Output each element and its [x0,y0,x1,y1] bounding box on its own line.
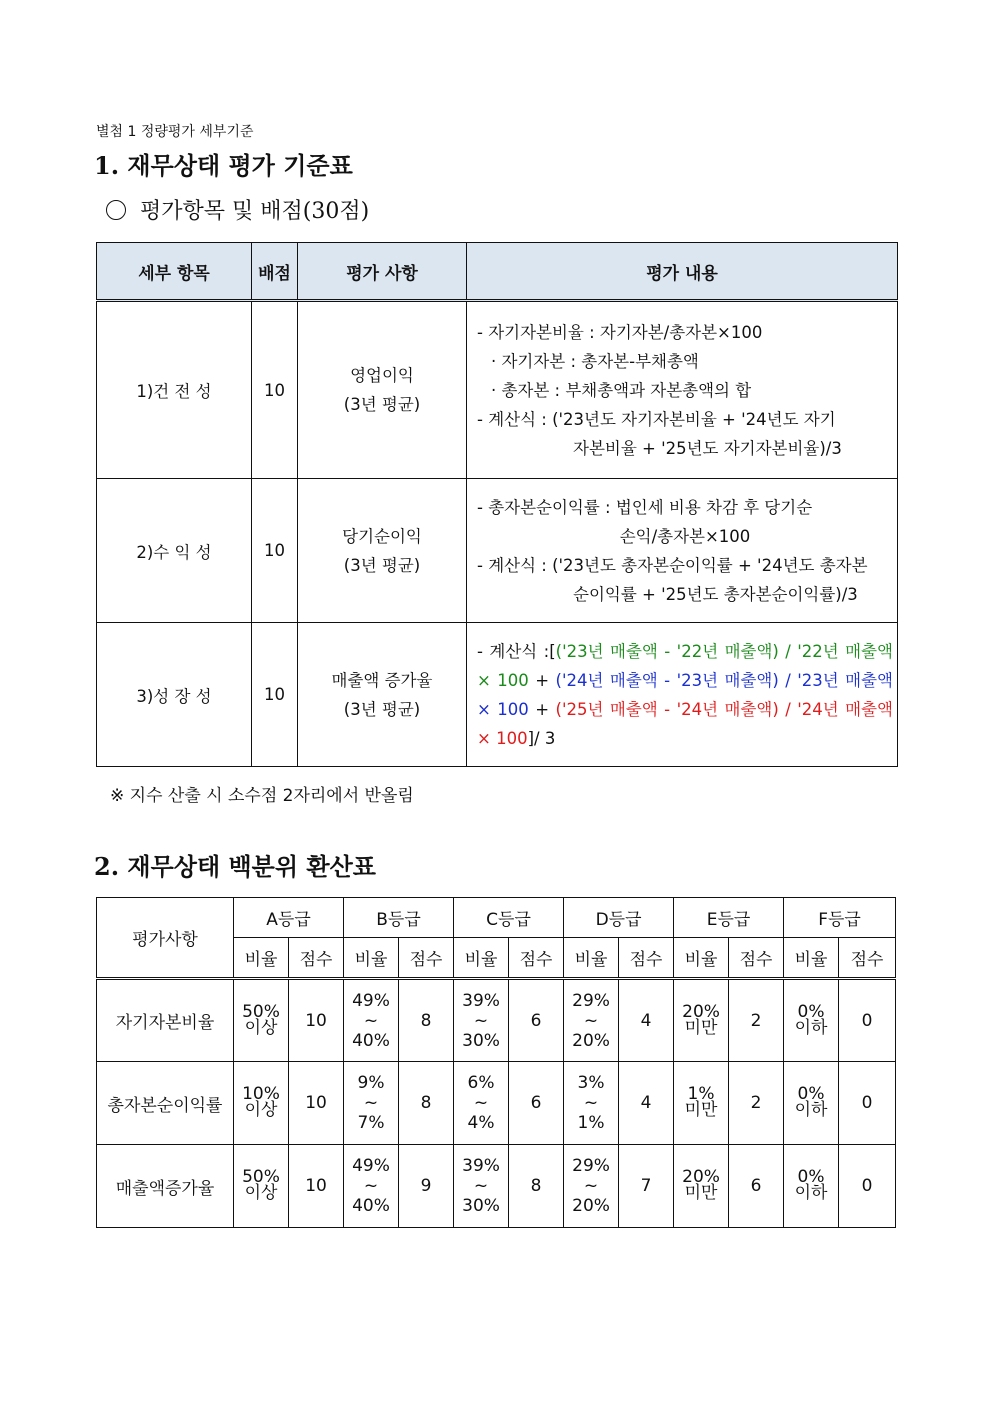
header-criteria: 평가 사항 [298,243,467,301]
row-criteria: 매출액 증가율 (3년 평균) [298,623,467,767]
score-cell: 0 [839,979,896,1062]
attachment-label: 별첨 1 정량평가 세부기준 [96,124,254,140]
row-score: 10 [252,623,298,767]
ratio-cell: 39% ~ 30% [454,979,509,1062]
section1-title: 1. 재무상태 평가 기준표 [94,151,353,180]
ratio-cell: 0% 이하 [784,1145,839,1228]
score-cell: 6 [509,979,564,1062]
formula-2023: ('23년 매출액 - '22년 매출액) / '22년 매출액 × 100 [477,641,893,690]
section2-title: 2. 재무상태 백분위 환산표 [94,852,376,881]
score-cell: 8 [399,979,454,1062]
ratio-cell: 50% 이상 [234,1145,289,1228]
table-row [97,479,898,623]
score-cell: 10 [289,1145,344,1228]
row-item: 1)건 전 성 [97,301,252,479]
score-header: 점수 [729,938,784,979]
header-item: 세부 항목 [97,243,252,301]
score-header: 점수 [399,938,454,979]
grade-f: F등급 [784,898,896,938]
score-cell: 9 [399,1145,454,1228]
ratio-cell: 50% 이상 [234,979,289,1062]
grade-d: D등급 [564,898,674,938]
score-cell: 2 [729,1062,784,1145]
grade-e: E등급 [674,898,784,938]
score-cell: 0 [839,1145,896,1228]
ratio-cell: 29% ~ 20% [564,979,619,1062]
circle-bullet-icon [106,200,126,220]
score-cell: 8 [399,1062,454,1145]
score-cell: 0 [839,1062,896,1145]
table-row [97,1062,896,1145]
row-label: 매출액증가율 [97,1145,234,1228]
score-header: 점수 [509,938,564,979]
score-cell: 6 [729,1145,784,1228]
grade-a: A등급 [234,898,344,938]
score-cell: 6 [509,1062,564,1145]
score-header: 점수 [289,938,344,979]
formula-2025: ('25년 매출액 - '24년 매출액) / '24년 매출액 × 100 [477,699,893,748]
score-cell: 2 [729,979,784,1062]
ratio-cell: 3% ~ 1% [564,1062,619,1145]
row-item: 2)수 익 성 [97,479,252,623]
score-cell: 7 [619,1145,674,1228]
score-header: 점수 [839,938,896,979]
score-cell: 8 [509,1145,564,1228]
row-criteria: 영업이익 (3년 평균) [298,301,467,479]
ratio-cell: 29% ~ 20% [564,1145,619,1228]
rounding-note: ※ 지수 산출 시 소수점 2자리에서 반올림 [110,786,414,806]
row-label: 총자본순이익률 [97,1062,234,1145]
row-score: 10 [252,479,298,623]
header-label: 평가사항 [97,898,234,979]
grade-b: B등급 [344,898,454,938]
table-row [97,1145,896,1228]
row-criteria: 당기순이익 (3년 평균) [298,479,467,623]
ratio-header: 비율 [234,938,289,979]
subtitle-text: 평가항목 및 배점(30점) [140,199,370,224]
ratio-cell: 20% 미만 [674,979,729,1062]
percentile-conversion-table [96,897,896,1228]
ratio-header: 비율 [674,938,729,979]
evaluation-criteria-table [96,242,898,767]
formula-2024: ('24년 매출액 - '23년 매출액) / '23년 매출액 × 100 [477,670,893,719]
ratio-cell: 49% ~ 40% [344,979,399,1062]
row-label: 자기자본비율 [97,979,234,1062]
ratio-cell: 0% 이하 [784,979,839,1062]
score-cell: 10 [289,1062,344,1145]
row-content: - 자기자본비율 : 자기자본/총자본×100 · 자기자본 : 총자본-부채총액 · 총자본 : 부채총액과 자본총액의 합 - 계산식 : ('23년도 자기자본비율 + '24년도 자기 자본비율 + '25년도 자기자본비율)/3 [467,301,898,479]
grade-c: C등급 [454,898,564,938]
ratio-cell: 39% ~ 30% [454,1145,509,1228]
score-cell: 4 [619,1062,674,1145]
score-header: 점수 [619,938,674,979]
row-item: 3)성 장 성 [97,623,252,767]
header-content: 평가 내용 [467,243,898,301]
ratio-header: 비율 [564,938,619,979]
row-content: - 총자본순이익률 : 법인세 비용 차감 후 당기순 손익/총자본×100 - 계산식 : ('23년도 총자본순이익률 + '24년도 총자본 순이익률 + '25년도 총자본순이익률)/3 [467,479,898,623]
ratio-header: 비율 [784,938,839,979]
score-cell: 4 [619,979,674,1062]
section1-subtitle [106,194,369,225]
ratio-header: 비율 [344,938,399,979]
ratio-header: 비율 [454,938,509,979]
table-row [97,623,898,767]
header-score: 배점 [252,243,298,301]
ratio-cell: 49% ~ 40% [344,1145,399,1228]
row-score: 10 [252,301,298,479]
ratio-cell: 6% ~ 4% [454,1062,509,1145]
table-row [97,301,898,479]
ratio-cell: 20% 미만 [674,1145,729,1228]
row-content: - 계산식 :[('23년 매출액 - '22년 매출액) / '22년 매출액 × 100 + ('24년 매출액 - '23년 매출액) / '23년 매출액 × 100 + ('25년 매출액 - '24년 매출액) / '24년 매출액 × 100]/ 3 [467,623,898,767]
table-row [97,979,896,1062]
score-cell: 10 [289,979,344,1062]
grade-header-row [97,898,896,938]
ratio-cell: 0% 이하 [784,1062,839,1145]
ratio-cell: 1% 미만 [674,1062,729,1145]
ratio-cell: 9% ~ 7% [344,1062,399,1145]
ratio-cell: 10% 이상 [234,1062,289,1145]
